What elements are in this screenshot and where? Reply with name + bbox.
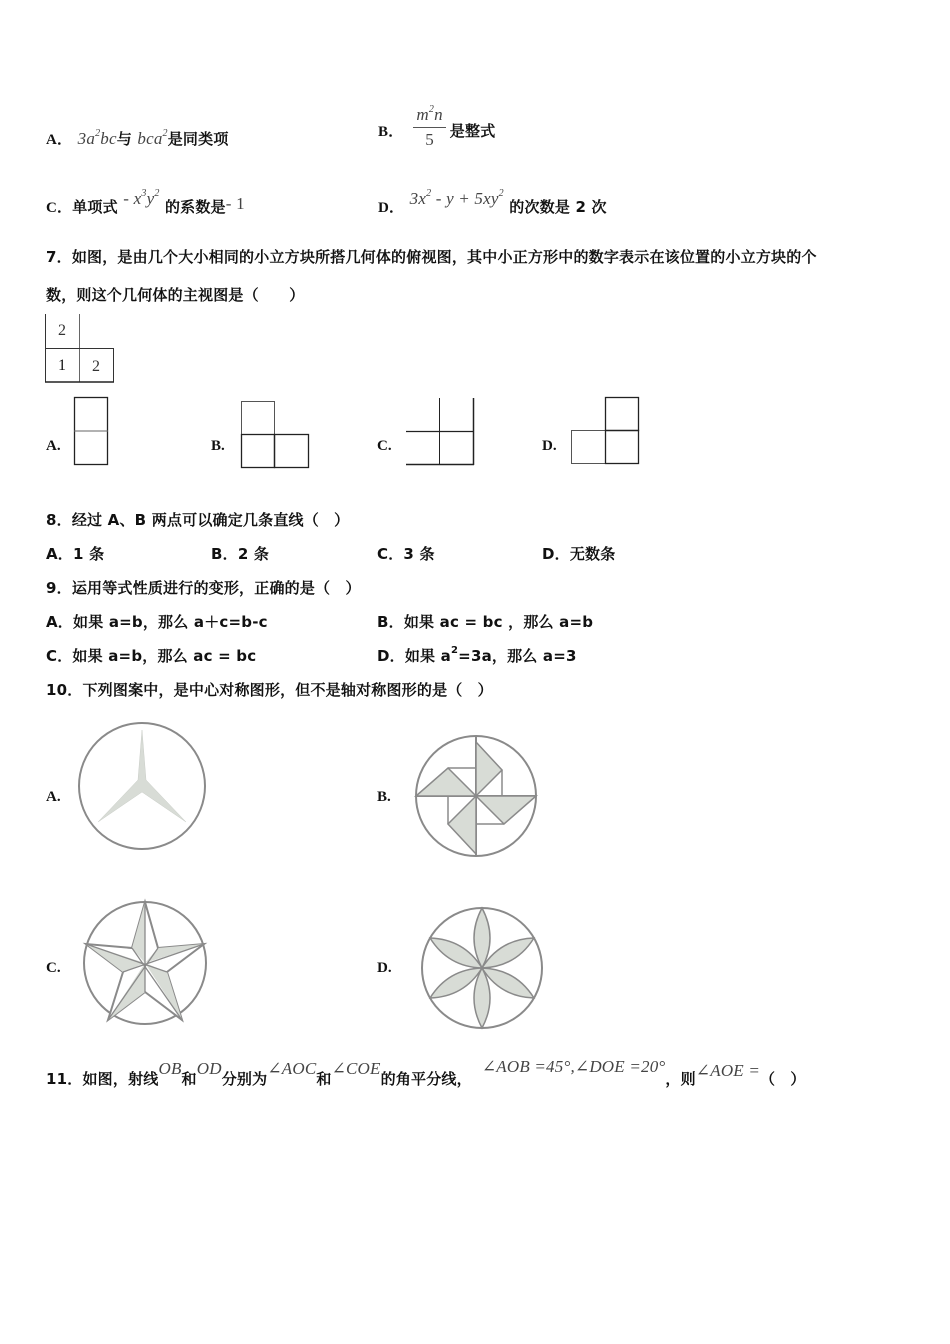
text: 的次数是 2 次 — [509, 198, 607, 216]
q10-option-b-label: B. — [377, 789, 391, 805]
q8-option-a: A．1 条 — [46, 545, 105, 563]
q6-option-d — [378, 188, 607, 217]
q7-option-d-figure — [571, 397, 643, 467]
math-angle-aoc: ∠AOC — [267, 1059, 317, 1078]
math-expr: - $x^3y^2$ — [123, 188, 160, 208]
q6-option-a — [46, 128, 229, 149]
q9-option-b: B．如果 ac = bc ，那么 a=b — [377, 613, 594, 631]
q8-option-d: D．无数条 — [542, 545, 616, 563]
cell-bottom-left: 1 — [58, 357, 66, 374]
q7-option-c-figure — [406, 398, 478, 468]
text: 单项式 — [72, 198, 118, 216]
q9-option-a: A．如果 a=b，那么 a＋c=b-c — [46, 613, 268, 631]
q7-option-a-label: A. — [46, 438, 61, 454]
q10-question: 10．下列图案中，是中心对称图形，但不是轴对称图形的是（ ） — [46, 681, 493, 699]
q7-line1: 7．如图，是由几个大小相同的小立方块所搭几何体的俯视图，其中小正方形中的数字表示在该位置的小立方块的个 — [46, 248, 817, 266]
q10-option-d-figure-flower — [420, 906, 544, 1030]
option-label: C． — [46, 200, 73, 216]
q7-option-c-label: C. — [377, 438, 392, 454]
text: 的系数是 — [164, 198, 226, 216]
text: 是同类项 — [167, 130, 229, 148]
math-value: - 1 — [225, 194, 245, 213]
q7-option-a-figure — [74, 397, 110, 467]
q11-question: 11．如图，射线OB和OD分别为∠AOC和∠COE的角平分线，∠AOB =45°,∠DOE =20°，则∠AOE =（ ） — [46, 1057, 806, 1088]
option-label: B． — [378, 123, 404, 140]
q7-option-d-label: D. — [542, 438, 557, 454]
grid-lines — [45, 314, 117, 384]
option-label: D． — [378, 200, 405, 216]
q7-option-b-figure — [241, 401, 311, 471]
q6-option-b — [378, 104, 495, 150]
text: 11．如图，射线 — [46, 1070, 159, 1088]
q10-option-b-figure-pinwheel — [414, 734, 538, 858]
q10-option-a-label: A. — [46, 789, 61, 805]
q10-option-c-label: C. — [46, 960, 61, 976]
text: 与 — [116, 130, 132, 148]
q9-option-d: D．如果 $a^2=3a$，那么 a=3 — [377, 645, 577, 665]
fraction: $\frac{m^2n}{5}$ — [413, 104, 445, 150]
math-ob: OB — [158, 1059, 182, 1078]
cell-top-left: 2 — [58, 322, 66, 339]
q10-option-c-figure-star — [82, 900, 208, 1026]
q10-option-a-figure-tristar — [78, 722, 208, 852]
q9-option-c: C．如果 a=b，那么 ac = bc — [46, 647, 257, 665]
option-label: A． — [46, 132, 73, 148]
q7-option-b-label: B. — [211, 438, 225, 454]
cell-bottom-right: 2 — [92, 358, 100, 375]
q8-option-c: C．3 条 — [377, 545, 435, 563]
math-angle-aoe: ∠AOE = — [695, 1061, 761, 1080]
q7-line2: 数，则这个几何体的主视图是（ ） — [46, 286, 305, 304]
math-expr: $3a^2bc$ — [77, 128, 117, 148]
q8-question: 8．经过 A、B 两点可以确定几条直线（ ） — [46, 511, 350, 529]
text: 是整式 — [449, 121, 496, 140]
q9-question: 9．运用等式性质进行的变形，正确的是（ ） — [46, 579, 361, 597]
math-given: ∠AOB =45°,∠DOE =20° — [481, 1057, 666, 1076]
math-expr: bca$^2$ — [137, 128, 168, 148]
q10-option-d-label: D. — [377, 960, 392, 976]
q6-option-c — [46, 188, 245, 217]
q8-option-b: B．2 条 — [211, 545, 270, 563]
math-angle-coe: ∠COE — [331, 1059, 381, 1078]
top-view-grid — [45, 314, 117, 384]
math-od: OD — [196, 1059, 222, 1078]
math-expr: $3x^2 - y + 5xy^2$ — [409, 188, 504, 208]
